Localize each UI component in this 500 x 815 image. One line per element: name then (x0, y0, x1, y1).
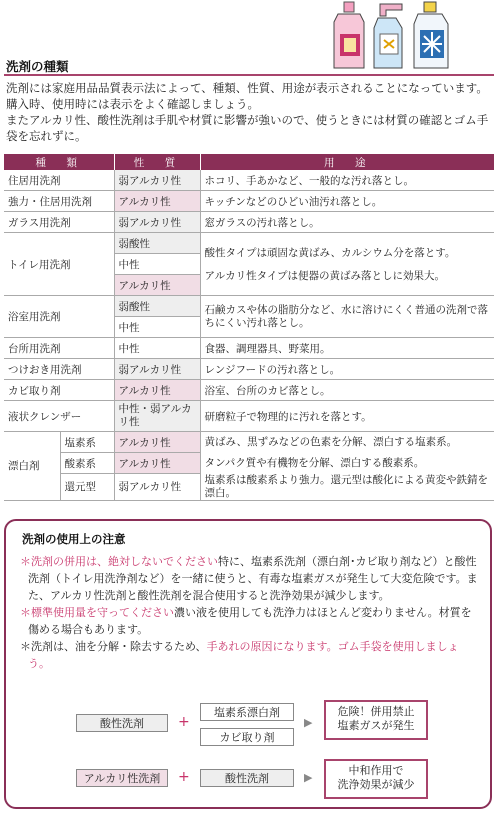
property-cell: アルカリ性 (114, 453, 200, 474)
use-cell: ホコリ、手あかなど、一般的な汚れ落とし。 (200, 170, 494, 191)
use-cell: レンジフードの汚れ落とし。 (200, 359, 494, 380)
header-use: 用 途 (200, 154, 494, 170)
intro-paragraph: 洗剤には家庭用品品質表示法によって、種類、性質、用途が表示されることになっています。購入時、使用時には表示をよく確認しましょう。 (6, 81, 488, 111)
table-row (4, 170, 494, 191)
table-row (4, 474, 494, 501)
chlorine-bleach-box: 塩素系漂白剤 (200, 703, 294, 721)
kind-cell: つけおき用洗剤 (4, 359, 114, 380)
intro-paragraph: またアルカリ性、酸性洗剤は手肌や材質に影響が強いので、使うときには材質の確認とゴム手袋を忘れずに。 (6, 113, 489, 143)
header-property: 性 質 (114, 154, 200, 170)
table-header-row (4, 154, 494, 170)
bleach-bottle-icon (414, 2, 448, 68)
caution-text: 濃い液を使用しても洗浄力はほとんど変わりません。材質を傷める場合もあります。 (28, 606, 472, 636)
property-cell: 弱酸性 (114, 296, 200, 317)
kind-cell: 台所用洗剤 (4, 338, 114, 359)
table-row (4, 191, 494, 212)
subkind-cell: 酸素系 (60, 453, 114, 474)
detergent-bottle-icon (334, 2, 364, 68)
caution-item (20, 553, 480, 604)
property-cell: 中性 (114, 338, 200, 359)
kind-cell: カビ取り剤 (4, 380, 114, 401)
table-row (4, 453, 494, 474)
spray-bottle-icon (374, 4, 402, 68)
caution-emphasis: 手あれの原因になります。ゴム手袋を使用しましょう。 (28, 640, 459, 670)
caution-text: 特に、塩素系洗剤（漂白剤･カビ取り剤など）と酸性洗剤（トイレ用洗浄剤など）を一緒に使うと、有毒な塩素ガスが発生して大変危険です。また、アルカリ性洗剤と酸性洗剤を混合使用すると洗浄効果が減少します。 (28, 555, 478, 602)
kind-cell: ガラス用洗剤 (4, 212, 114, 233)
table-row (4, 212, 494, 233)
alkaline-detergent-box: アルカリ性洗剤 (76, 769, 168, 787)
page-title: 洗剤の種類 (6, 59, 69, 74)
property-cell: 弱酸性 (114, 233, 200, 254)
use-cell: 塩素系は酸素系より強力。還元型は酸化による黄変や鉄錆を漂白。 (200, 474, 494, 501)
property-cell: アルカリ性 (114, 275, 200, 296)
arrow-icon: ▶ (304, 771, 313, 784)
subkind-cell: 塩素系 (60, 432, 114, 453)
use-cell: 食器、調理器具、野菜用。 (200, 338, 494, 359)
caution-item (20, 604, 480, 638)
result-line: 中和作用で (348, 764, 404, 777)
plus-icon: + (178, 769, 190, 785)
table-row (4, 401, 494, 432)
use-cell (200, 233, 494, 296)
use-cell: 黄ばみ、黒ずみなどの色素を分解、漂白する塩素系。 (204, 435, 458, 448)
use-text: 酸性タイプは頑固な黄ばみ、カルシウム分を落とす。 (204, 247, 456, 259)
use-text: アルカリ性タイプは便器の黄ばみ落としに効果大。 (204, 270, 446, 282)
kind-cell: 漂白剤 (4, 432, 60, 501)
acid-detergent-box: 酸性洗剤 (76, 714, 168, 732)
kind-cell: 住居用洗剤 (4, 170, 114, 191)
property-cell: 中性 (114, 317, 200, 338)
header (0, 0, 500, 80)
detergent-table (4, 154, 494, 501)
table-row (4, 296, 494, 317)
result-line: 危険！併用禁止 (337, 705, 415, 718)
use-cell: 窓ガラスの汚れ落とし。 (200, 212, 494, 233)
kind-cell: 浴室用洗剤 (4, 296, 114, 338)
neutralize-result-box (324, 759, 428, 799)
intro-text (6, 80, 494, 144)
table-row (4, 338, 494, 359)
property-cell: アルカリ性 (114, 191, 200, 212)
caution-emphasis: ＊標準使用量を守ってください (20, 606, 174, 619)
usage-caution-box (4, 519, 492, 809)
property-cell: 弱アルカリ性 (114, 359, 200, 380)
property-cell: 弱アルカリ性 (114, 170, 200, 191)
use-cell: 研磨粒子で物理的に汚れを落とす。 (200, 401, 494, 432)
kind-cell: 液状クレンザー (4, 401, 114, 432)
property-cell: アルカリ性 (114, 380, 200, 401)
mold-remover-box: カビ取り剤 (200, 728, 294, 746)
result-line: 塩素ガスが発生 (337, 719, 415, 732)
result-line: 洗浄効果が減少 (337, 778, 415, 791)
use-cell: タンパク質や有機物を分解、漂白する酸素系。 (204, 456, 425, 469)
use-cell: 浴室、台所のカビ落とし。 (200, 380, 494, 401)
property-cell: 弱アルカリ性 (114, 212, 200, 233)
kind-cell: トイレ用洗剤 (4, 233, 114, 296)
plus-icon: + (178, 714, 190, 730)
property-cell: アルカリ性 (114, 432, 200, 453)
header-kind: 種 類 (4, 154, 114, 170)
arrow-icon: ▶ (304, 716, 313, 729)
table-row (4, 432, 494, 453)
kind-cell: 強力・住居用洗剤 (4, 191, 114, 212)
property-cell: 中性・弱アルカリ性 (114, 401, 200, 432)
caution-text: ＊洗剤は、油を分解・除去するため、 (20, 640, 207, 653)
subkind-cell: 還元型 (60, 474, 114, 501)
table-row (4, 359, 494, 380)
caution-title: 洗剤の使用上の注意 (22, 532, 126, 546)
table-row (4, 233, 494, 254)
caution-list (20, 553, 480, 672)
property-cell: 中性 (114, 254, 200, 275)
danger-result-box (324, 700, 428, 740)
use-cell: 石鹸カスや体の脂肪分など、水に溶けにくく普通の洗剤で落ちにくい汚れ落とし。 (200, 296, 494, 338)
use-cell: キッチンなどのひどい油汚れ落とし。 (200, 191, 494, 212)
caution-item (20, 638, 480, 672)
caution-emphasis: ＊洗剤の併用は、絶対しないでください (20, 555, 218, 568)
title-rule (4, 74, 494, 76)
bottles-illustration (330, 0, 500, 72)
acid-detergent-box: 酸性洗剤 (200, 769, 294, 787)
table-row (4, 380, 494, 401)
property-cell: 弱アルカリ性 (114, 474, 200, 501)
